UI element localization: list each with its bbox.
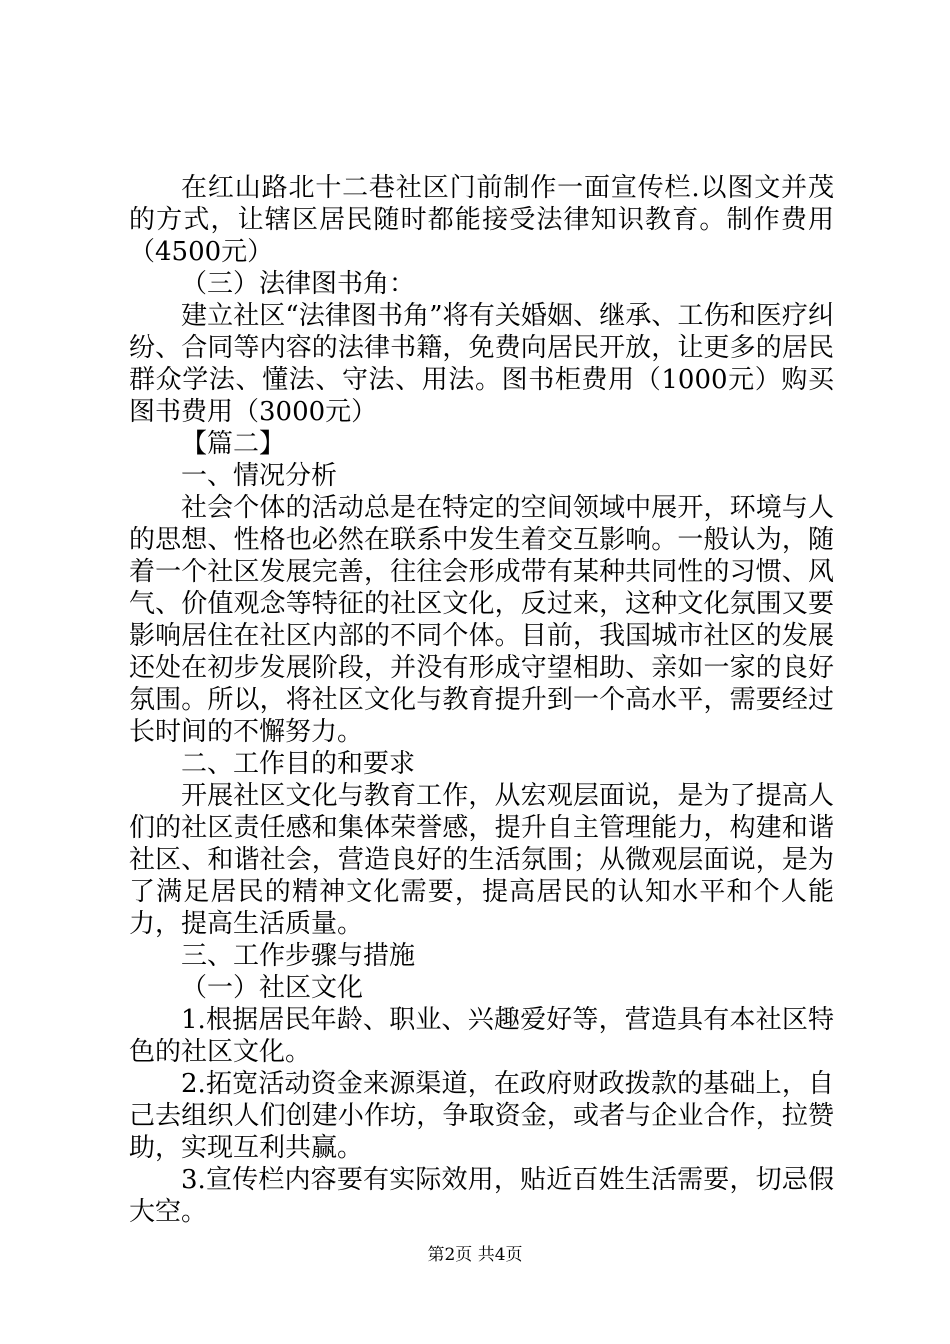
page-footer: 第2页 共4页 xyxy=(427,1245,523,1265)
list-item-2: 2.拓宽活动资金来源渠道，在政府财政拨款的基础上，自己去组织人们创建小作坊，争取资金，或者与企业合作，拉赞助，实现互利共赢。 xyxy=(129,1069,834,1163)
heading-situation-analysis: 一、情况分析 xyxy=(181,461,338,491)
list-item-1: 1.根据居民年龄、职业、兴趣爱好等，营造具有本社区特色的社区文化。 xyxy=(129,1005,834,1067)
heading-community-culture: （一）社区文化 xyxy=(181,973,364,1003)
heading-goals: 二、工作目的和要求 xyxy=(181,749,416,779)
list-item-3: 3.宣传栏内容要有实际效用，贴近百姓生活需要，切忌假大空。 xyxy=(129,1165,834,1227)
paragraph-situation-analysis: 社会个体的活动总是在特定的空间领域中展开，环境与人的思想、性格也必然在联系中发生着交互影响。一般认为，随着一个社区发展完善，往往会形成带有某种共同性的习惯、风气、价值观念等特征的社区文化，反过来，这种文化氛围又要影响居住在社区内部的不同个体。目前，我国城市社区的发展还处在初步发展阶段，并没有形成守望相助、亲如一家的良好氛围。所以，将社区文化与教育提升到一个高水平，需要经过长时间的不懈努力。 xyxy=(129,493,834,747)
paragraph-billboard: 在红山路北十二巷社区门前制作一面宣传栏.以图文并茂的方式，让辖区居民随时都能接受法律知识教育。制作费用（4500元） xyxy=(129,173,834,267)
paragraph-legal-library: 建立社区“法律图书角”将有关婚姻、继承、工伤和医疗纠纷、合同等内容的法律书籍，免费向居民开放，让更多的居民群众学法、懂法、守法、用法。图书柜费用（1000元）购买图书费用（3000元） xyxy=(129,301,834,427)
heading-steps: 三、工作步骤与措施 xyxy=(181,941,416,971)
heading-legal-library: （三）法律图书角： xyxy=(181,269,416,299)
document-body xyxy=(129,172,834,1228)
heading-part-two: 【篇二】 xyxy=(181,429,286,459)
paragraph-goals: 开展社区文化与教育工作，从宏观层面说，是为了提高人们的社区责任感和集体荣誉感，提升自主管理能力，构建和谐社区、和谐社会，营造良好的生活氛围；从微观层面说，是为了满足居民的精神文化需要，提高居民的认知水平和个人能力，提高生活质量。 xyxy=(129,781,834,939)
